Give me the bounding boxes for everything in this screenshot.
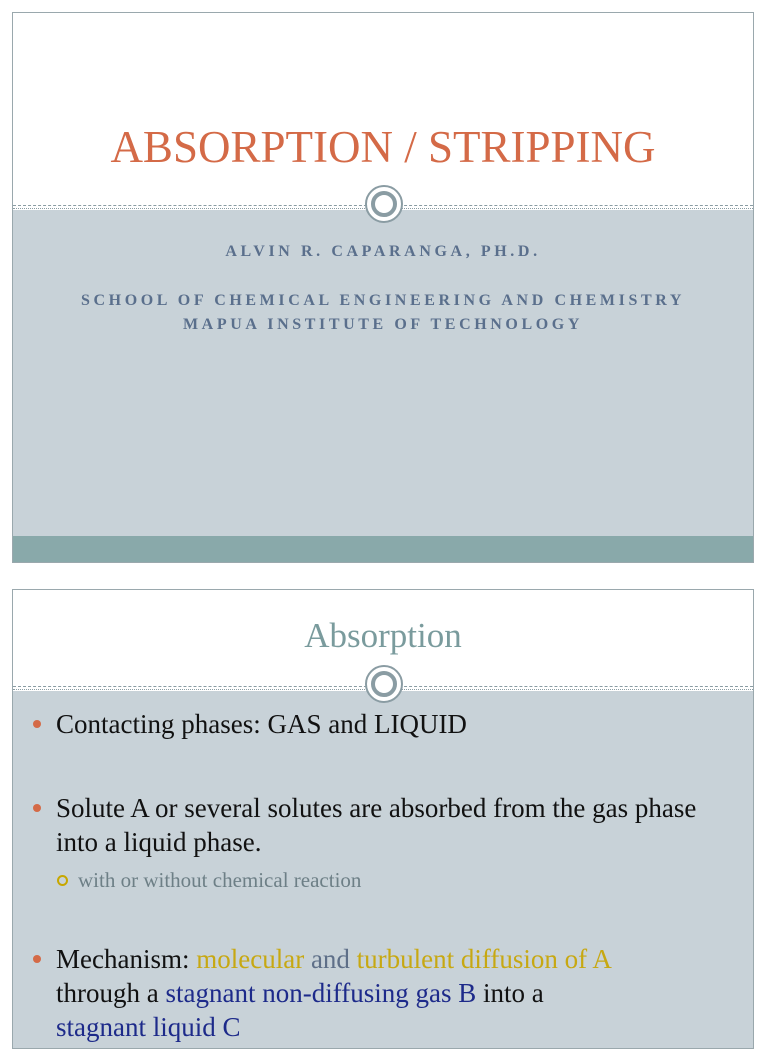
ring-ornament-icon (365, 185, 403, 223)
footer-bar (13, 536, 753, 562)
ring-ornament-icon (365, 665, 403, 703)
highlight-gas-b: stagnant non-diffusing gas B (165, 978, 477, 1008)
sub-bullet-ring-icon (57, 875, 68, 886)
title-area (13, 13, 753, 205)
bullet-item (56, 791, 733, 859)
content-area (13, 691, 753, 1048)
conjunction-text: and (304, 944, 357, 974)
sub-bullet-item (78, 867, 733, 893)
affiliation-line-1: SCHOOL OF CHEMICAL ENGINEERING AND CHEMISTRY (81, 292, 685, 309)
mechanism-label: Mechanism: (56, 944, 197, 974)
bullet-item (56, 942, 733, 1044)
bullet-dot-icon (33, 720, 41, 728)
bullet-dot-icon (33, 955, 41, 963)
highlight-turbulent: turbulent diffusion of A (356, 944, 612, 974)
bullet-item (56, 707, 733, 741)
title-slide (12, 12, 754, 563)
highlight-liquid-c: stagnant liquid C (56, 1012, 241, 1042)
slide-title: ABSORPTION / STRIPPING (110, 122, 656, 172)
sub-bullet-text: with or without chemical reaction (78, 868, 362, 892)
content-slide (12, 589, 754, 1049)
bullet-text: Contacting phases: GAS and LIQUID (56, 709, 467, 739)
bullet-dot-icon (33, 804, 41, 812)
bullet-text: Solute A or several solutes are absorbed from the gas phase into a liquid phase. (56, 793, 697, 857)
into-text: into a (476, 978, 544, 1008)
highlight-molecular: molecular (196, 944, 305, 974)
affiliation-line-2: MAPUA INSTITUTE OF TECHNOLOGY (182, 316, 583, 333)
affiliation (73, 290, 693, 335)
slide-title: Absorption (304, 616, 462, 655)
author-name: ALVIN R. CAPARANGA, PH.D. (225, 243, 541, 260)
through-text: through a (56, 978, 166, 1008)
